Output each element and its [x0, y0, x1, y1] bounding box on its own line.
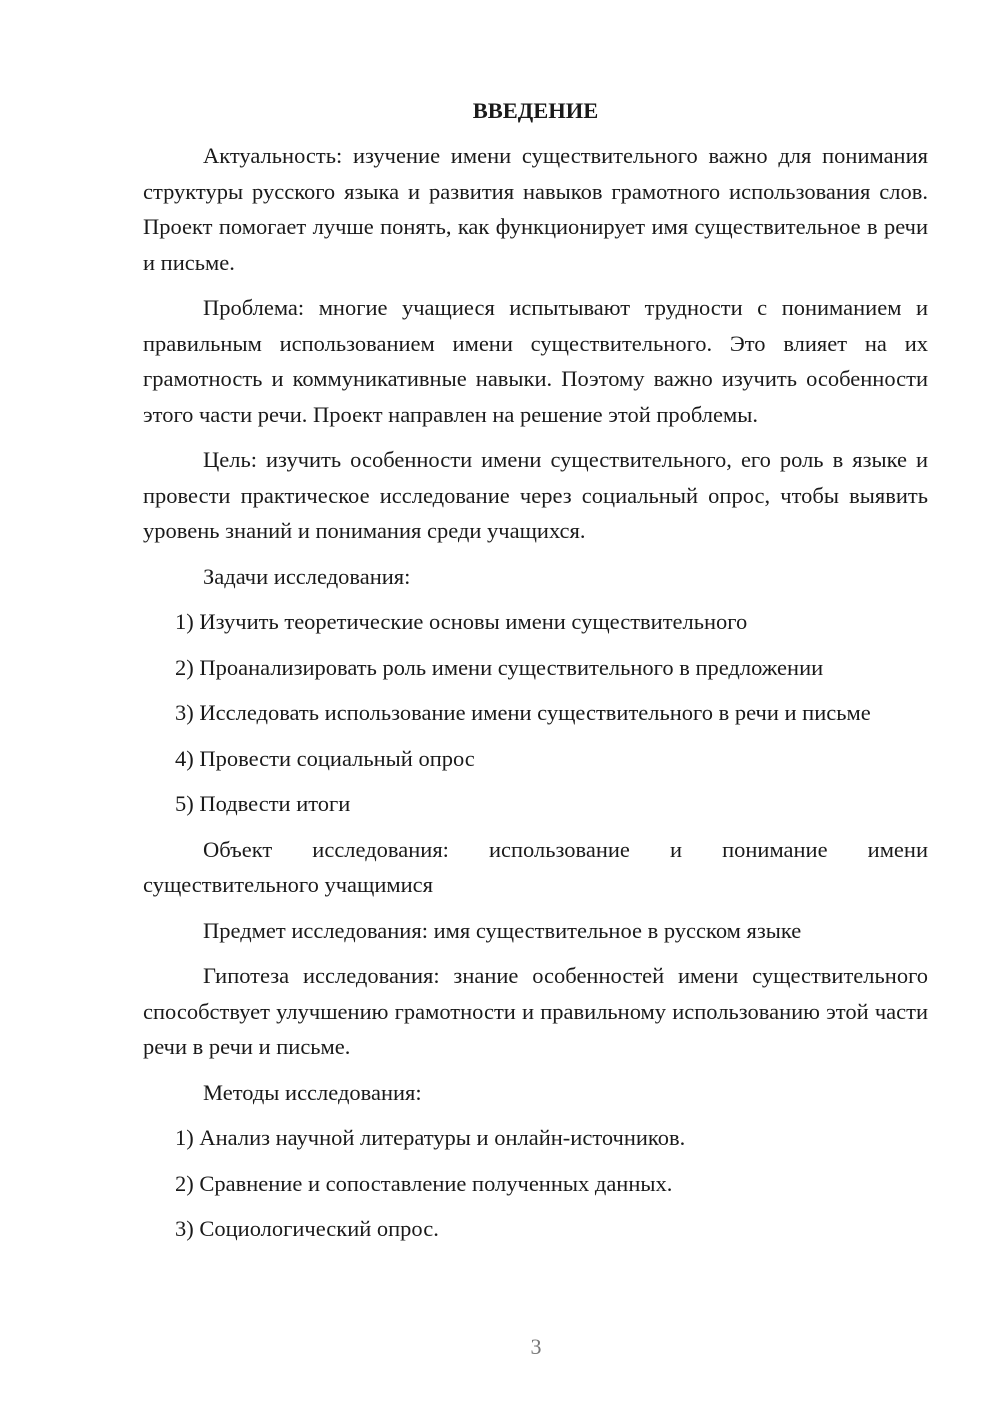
problem-paragraph: Проблема: многие учащиеся испытывают трудности с пониманием и правильным использованием имени существительного. Это влияет на их грамотность и коммуникативные навыки. Поэтому важно изучить особенности этого части речи. Проект направлен на решение этой проблемы. [143, 295, 928, 427]
relevance-paragraph: Актуальность: изучение имени существительного важно для понимания структуры русского языка и развития навыков грамотного использования слов. Проект помогает лучше понять, как функционирует имя существительное в речи и письме. [143, 143, 928, 275]
page-content [143, 96, 928, 1257]
object-paragraph: Объект исследования: использование и понимание имени существительного учащимися [143, 836, 928, 897]
task-item-5: 5) Подвести итоги [175, 791, 351, 816]
task-item-3: 3) Исследовать использование имени существительного в речи и письме [175, 700, 871, 725]
hypothesis-paragraph: Гипотеза исследования: знание особенностей имени существительного способствует улучшению грамотности и правильному использованию этой части речи в речи и письме. [143, 963, 928, 1059]
goal-paragraph: Цель: изучить особенности имени существительного, его роль в языке и провести практическое исследование через социальный опрос, чтобы выявить уровень знаний и понимания среди учащихся. [143, 447, 928, 543]
page-title: ВВЕДЕНИЕ [472, 98, 599, 123]
subject-paragraph: Предмет исследования: имя существительное в русском языке [203, 917, 802, 943]
method-item-1: 1) Анализ научной литературы и онлайн-источников. [175, 1125, 686, 1150]
page-number: 3 [530, 1334, 542, 1359]
task-item-4: 4) Провести социальный опрос [175, 745, 475, 771]
method-item-2: 2) Сравнение и сопоставление полученных данных. [175, 1170, 673, 1196]
method-item-3: 3) Социологический опрос. [175, 1216, 439, 1241]
task-item-2: 2) Проанализировать роль имени существительного в предложении [175, 654, 824, 680]
tasks-heading: Задачи исследования: [203, 563, 411, 589]
task-item-1: 1) Изучить теоретические основы имени существительного [175, 609, 748, 634]
methods-heading: Методы исследования: [203, 1079, 422, 1105]
